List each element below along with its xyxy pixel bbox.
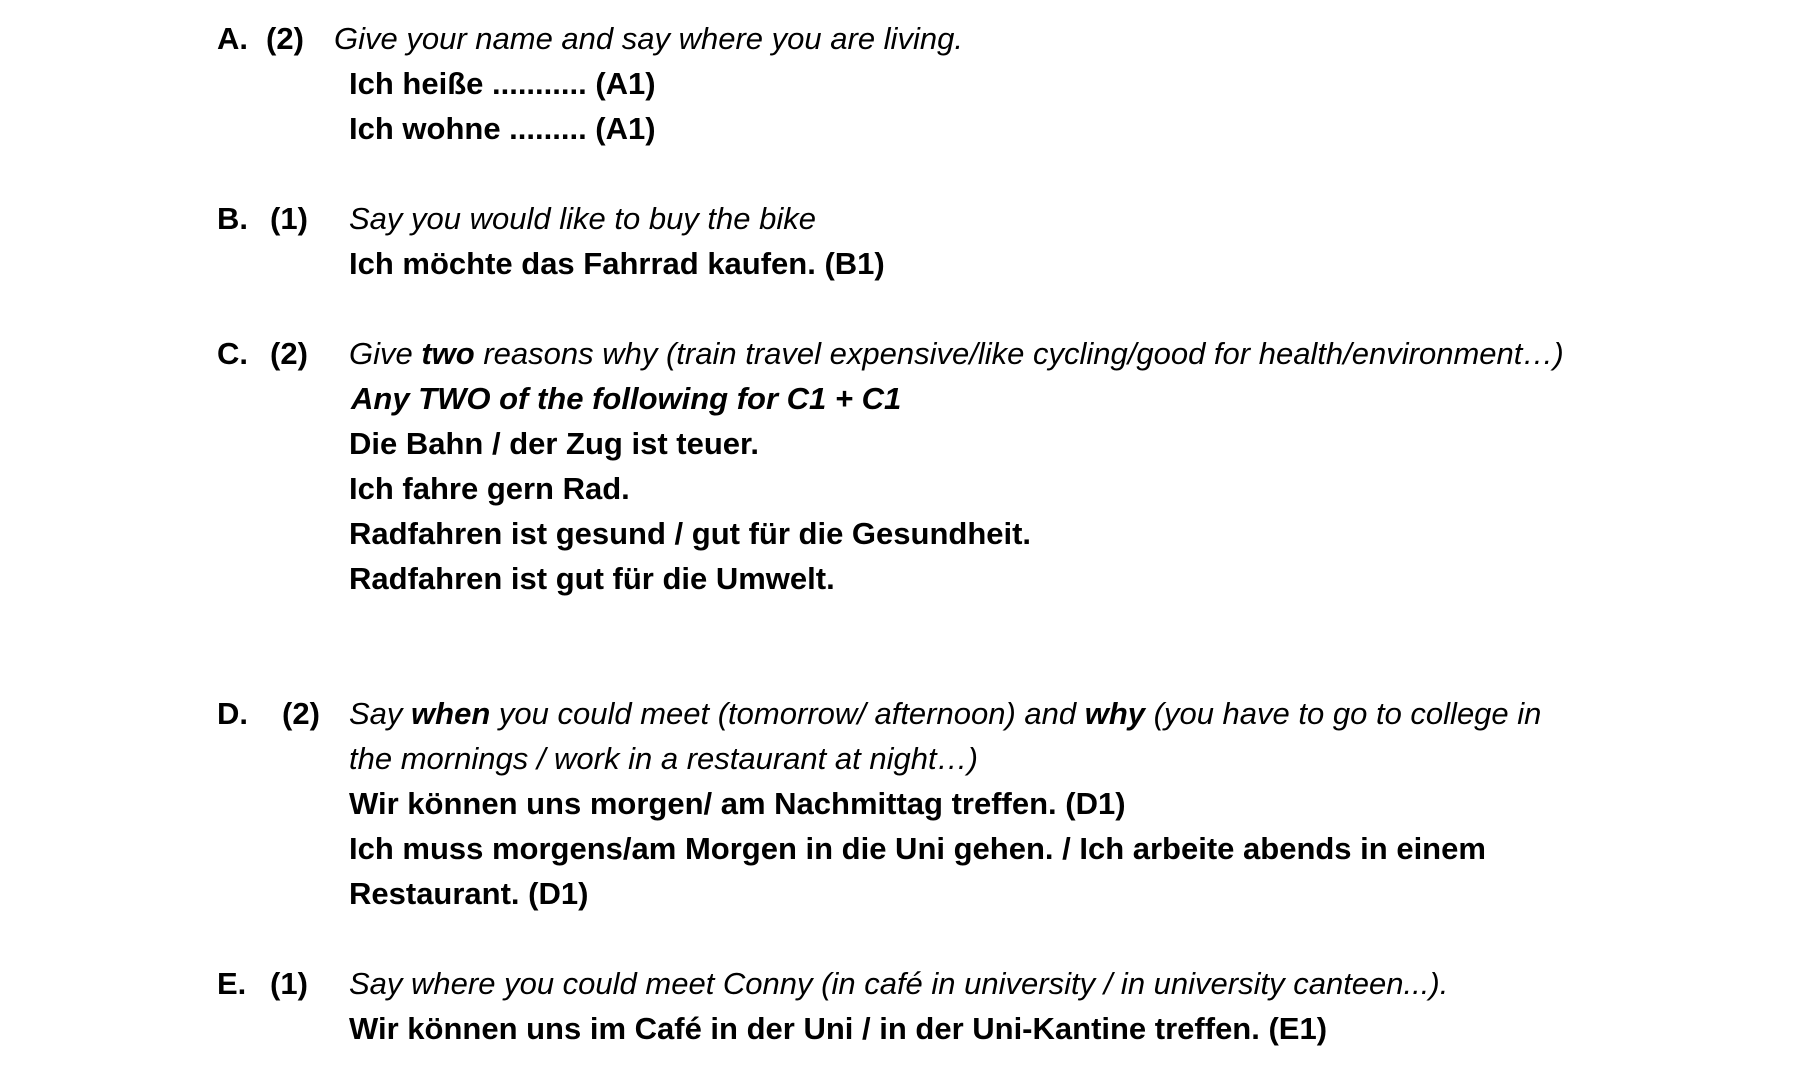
section-a-letter: A. [217,21,248,56]
section-c-answer-2: Ich fahre gern Rad. [349,471,630,506]
section-d-letter: D. [217,696,248,731]
section-d-prompt-part: (you have to go to college in [1145,696,1542,731]
section-c-answer-1: Die Bahn / der Zug ist teuer. [349,426,759,461]
section-c-answer-4: Radfahren ist gut für die Umwelt. [349,561,835,596]
section-c-prompt-start: Give [349,336,422,371]
section-c-prompt-emphasis: two [421,336,475,371]
section-b-prompt: Say you would like to buy the bike [349,201,816,236]
section-b-letter: B. [217,201,248,236]
section-b-points: (1) [270,201,308,236]
section-c-points: (2) [270,336,308,371]
section-d-prompt-part: you could meet (tomorrow/ afternoon) and [490,696,1085,731]
section-d-prompt-line-2: the mornings / work in a restaurant at night…) [349,741,978,776]
section-e-points: (1) [270,966,308,1001]
section-d-answer-2: Ich muss morgens/am Morgen in die Uni gehen. / Ich arbeite abends in einem [349,831,1486,866]
section-e-letter: E. [217,966,247,1001]
section-d-prompt-line-1 [349,694,1541,734]
section-c-prompt [349,334,1564,374]
section-d-answer-1: Wir können uns morgen/ am Nachmittag treffen. (D1) [349,786,1126,821]
section-c-instruction: Any TWO of the following for C1 + C1 [351,381,902,416]
section-a-answer-1: Ich heiße ........... (A1) [349,66,656,101]
section-a-points: (2) [266,21,304,56]
section-c-letter: C. [217,336,248,371]
section-e-answer-1: Wir können uns im Café in der Uni / in der Uni-Kantine treffen. (E1) [349,1011,1328,1046]
section-d-prompt-part: Say [349,696,412,731]
section-d-answer-3: Restaurant. (D1) [349,876,589,911]
section-d-prompt-emphasis-why: why [1084,696,1146,731]
section-e-prompt: Say where you could meet Conny (in café in university / in university canteen...). [349,966,1449,1001]
section-d-points: (2) [282,696,320,731]
section-c-answer-3: Radfahren ist gesund / gut für die Gesundheit. [349,516,1032,551]
section-a-answer-2: Ich wohne ......... (A1) [349,111,656,146]
section-c-prompt-end: reasons why (train travel expensive/like cycling/good for health/environment…) [474,336,1564,371]
section-d-prompt-emphasis-when: when [411,696,491,731]
section-b-answer-1: Ich möchte das Fahrrad kaufen. (B1) [349,246,885,281]
section-a-prompt: Give your name and say where you are living. [334,21,963,56]
